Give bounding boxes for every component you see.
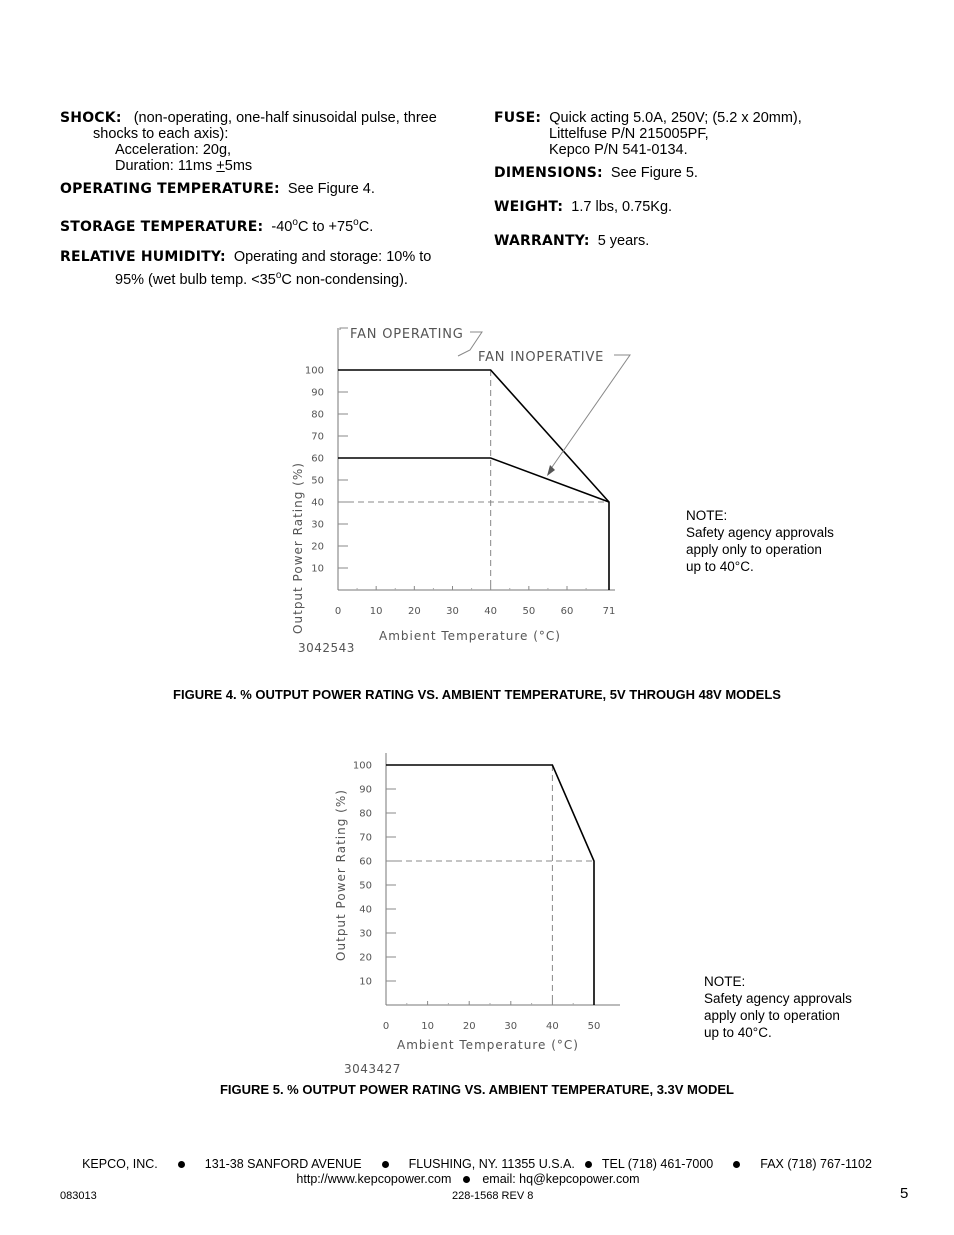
y-tick-label: 100 [352,760,372,772]
series-label-fan-inoperative: FAN INOPERATIVE [478,350,605,365]
y-tick-label: 70 [311,431,324,443]
y-tick-label: 60 [311,453,324,465]
x-tick-label: 60 [560,606,574,617]
series-label-fan-operating: FAN OPERATING [350,327,464,342]
x-tick-label: 71 [602,606,616,617]
figure-4-caption: FIGURE 4. % OUTPUT POWER RATING VS. AMBIENT TEMPERATURE, 5V THROUGH 48V MODELS [173,687,781,702]
figure-5-note [704,973,852,1041]
spec-warranty [494,233,649,249]
note-line: apply only to operation [686,542,822,557]
footer-date-code: 083013 [60,1190,97,1202]
bullet-icon [382,1161,389,1168]
spec-text: Kepco P/N 541-0134. [549,142,688,158]
footer-web-link[interactable]: http://www.kepcopower.com [296,1172,452,1186]
bullet-icon [733,1161,740,1168]
spec-label: FUSE: [494,110,542,126]
x-tick-label: 30 [446,606,459,617]
series-line-1 [338,370,609,590]
note-line: Safety agency approvals [704,991,852,1006]
footer-company: KEPCO, INC. [82,1157,158,1171]
x-tick-label: 50 [522,606,536,617]
footer-city: FLUSHING, NY. 11355 U.S.A. [408,1157,575,1171]
note-line: apply only to operation [704,1008,840,1023]
y-tick-label: 40 [311,497,324,509]
x-axis-label: Ambient Temperature (°C) [379,629,561,643]
footer-email-link[interactable]: email: hq@kepcopower.com [482,1172,640,1186]
fan-operating-bracket [340,328,348,330]
spec-weight [494,199,672,215]
spec-storage-temperature [60,215,373,235]
y-tick-label: 90 [311,387,324,399]
spec-text: See Figure 4. [287,181,375,197]
x-tick-label: 20 [462,1021,476,1032]
spec-label: OPERATING TEMPERATURE: [60,181,280,197]
y-tick-label: 10 [359,976,372,988]
spec-text: Littelfuse P/N 215005PF, [549,126,709,142]
spec-dimensions [494,165,698,181]
footer-doc-rev: 228-1568 REV 8 [452,1190,534,1202]
figure-code: 3043427 [344,1062,401,1076]
footer-fax: FAX (718) 767-1102 [760,1157,872,1171]
note-line: up to 40°C. [704,1025,772,1040]
spec-text: 5 years. [597,233,650,249]
note-line: Safety agency approvals [686,525,834,540]
spec-label: WEIGHT: [494,199,564,215]
spec-text: (non-operating, one-half sinusoidal pulse, three [133,110,437,126]
y-tick-label: 20 [359,952,372,964]
y-tick-label: 20 [311,541,324,553]
note-title: NOTE: [704,974,746,989]
spec-label: WARRANTY: [494,233,590,249]
footer-street: 131-38 SANFORD AVENUE [204,1157,362,1171]
y-tick-label: 70 [359,832,372,844]
spec-relative-humidity [60,249,480,288]
spec-fuse [494,110,802,158]
spec-label: DIMENSIONS: [494,165,603,181]
y-tick-label: 40 [359,904,372,916]
note-title: NOTE: [686,508,728,523]
spec-label: SHOCK: [60,110,122,126]
figure-5-chart [320,745,640,1080]
spec-label: RELATIVE HUMIDITY: [60,249,226,265]
spec-text: 95% (wet bulb temp. $<35^oC$ non-condensing). [115,270,408,288]
spec-text: Operating and storage: 10% to [233,249,432,265]
bullet-icon [463,1176,470,1183]
bullet-icon [585,1161,592,1168]
note-line: up to 40°C. [686,559,754,574]
spec-text: See Figure 5. [610,165,698,181]
y-tick-label: 90 [359,784,372,796]
arrowhead-icon [547,465,555,476]
x-tick-label: 20 [407,606,421,617]
figure-code: 3042543 [298,641,355,655]
y-tick-label: 50 [311,475,324,487]
x-tick-label: 0 [334,606,342,617]
figure-4-note [686,507,834,575]
y-tick-label: 80 [311,409,324,421]
x-tick-label: 0 [382,1021,390,1032]
x-tick-label: 50 [587,1021,601,1032]
y-axis-label: Output Power Rating (%) [291,462,305,634]
y-tick-label: 10 [311,563,324,575]
y-tick-label: 30 [311,519,324,531]
x-tick-label: 10 [369,606,383,617]
fan-inoperative-leader [550,355,630,470]
spec-label: STORAGE TEMPERATURE: [60,218,264,235]
spec-operating-temperature [60,181,375,197]
spec-text: Quick acting 5.0A, 250V; (5.2 x 20mm), [549,110,802,126]
y-tick-label: 80 [359,808,372,820]
x-tick-label: 30 [504,1021,518,1032]
spec-shock [60,110,480,174]
spec-text: Duration: 11ms +5ms [115,158,253,174]
y-tick-label: 50 [359,880,372,892]
footer-address-line [0,1157,954,1171]
x-tick-label: 40 [546,1021,559,1032]
figure-5-caption: FIGURE 5. % OUTPUT POWER RATING VS. AMBIENT TEMPERATURE, 3.3V MODEL [219,1082,734,1097]
y-tick-label: 60 [359,856,372,868]
figure-4-chart [270,310,670,660]
spec-text: -40$^o$C to $+75^oC$. [271,217,374,235]
bullet-icon [178,1161,185,1168]
y-tick-label: 100 [304,365,324,377]
x-axis-label: Ambient Temperature (°C) [397,1038,579,1052]
series-line-2 [338,458,609,502]
footer-tel: TEL (718) 461-7000 [601,1157,714,1171]
x-tick-label: 10 [421,1021,434,1032]
spec-text: 1.7 lbs, 0.75Kg. [571,199,673,215]
x-tick-label: 40 [484,606,498,617]
spec-text: Acceleration: 20g, [115,142,232,158]
page-number: 5 [900,1185,909,1202]
y-axis-label: Output Power Rating (%) [334,789,348,961]
footer-contact-line [0,1172,936,1186]
y-tick-label: 30 [359,928,372,940]
spec-text: shocks to each axis): [93,126,229,142]
series-line-1 [386,765,594,1005]
